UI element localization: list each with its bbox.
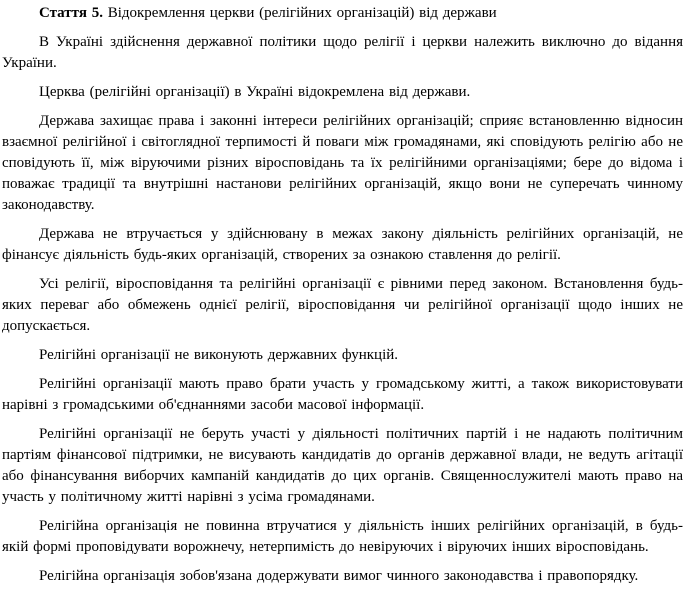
article-heading xyxy=(2,3,683,24)
article-number: Стаття 5. xyxy=(39,5,103,21)
paragraph: Релігійна організація не повинна втручатися у діяльність інших релігійних організацій, в будь-якій формі проповідувати ворожнечу, нетерпимість до невіруючих і віруючих інших віросповідань. xyxy=(2,518,683,555)
paragraph: Релігійна організація зобов'язана додержувати вимог чинного законодавства і правопорядку. xyxy=(39,568,639,584)
paragraph: Усі релігії, віросповідання та релігійні організації є рівними перед законом. Встановлення будь-яких переваг або обмежень однієї релігії, віросповідання чи релігійної організації щодо інших не допускається. xyxy=(2,276,683,334)
paragraph: Релігійні організації не виконують державних функцій. xyxy=(39,347,399,363)
paragraph: Церква (релігійні організації) в Україні відокремлена від держави. xyxy=(39,84,471,100)
paragraph: Релігійні організації мають право брати участь у громадському житті, а також використовувати нарівні з громадськими об'єднаннями засоби масової інформації. xyxy=(2,376,683,413)
paragraph: Релігійні організації не беруть участі у діяльності політичних партій і не надають політичним партіям фінансової підтримки, не висувають кандидатів до органів державної влади, не ведуть агітації або фінансування виборчих кампаній кандидатів до цих органів. Священнослужителі мають право на участь у політичному житті нарівні з усіма громадянами. xyxy=(2,426,683,505)
paragraph: Держава не втручається у здійснювану в межах закону діяльність релігійних організацій, не фінансує діяльність будь-яких організацій, створених за ознакою ставлення до релігії. xyxy=(2,226,683,263)
paragraph: Держава захищає права і законні інтереси релігійних організацій; сприяє встановленню відносин взаємної релігійної і світоглядної терпимості й поваги між громадянами, які сповідують релігію або не сповідують її, між віруючими різних віросповідань та їх релігійними організаціями; бере до відома і поважає традиції та внутрішні настанови релігійних організацій, якщо вони не суперечать чинному законодавству. xyxy=(2,113,683,213)
paragraphs xyxy=(2,32,683,587)
article-title: Відокремлення церкви (релігійних організацій) від держави xyxy=(102,5,497,21)
paragraph: В Україні здійснення державної політики щодо релігії і церкви належить виключно до відання України. xyxy=(2,34,683,71)
